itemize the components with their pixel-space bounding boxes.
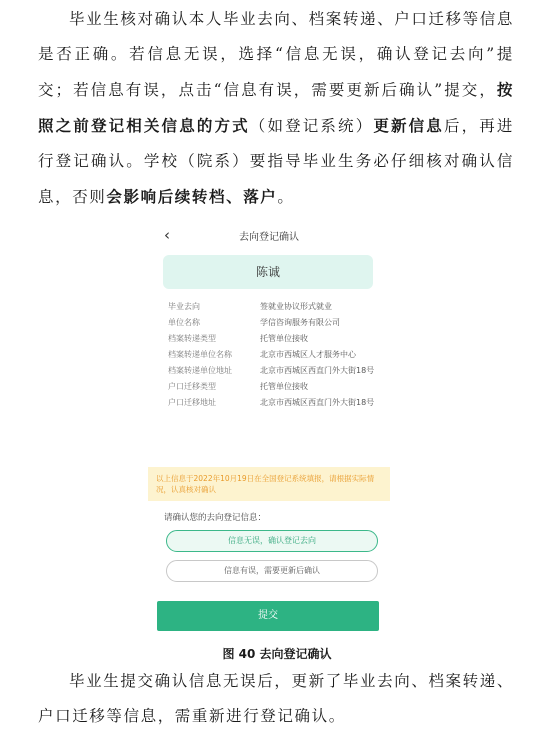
notice-banner: 以上信息于2022年10月19日在全国登记系统填报，请根据实际情况，认真核对确认 [148, 467, 390, 501]
intro-paragraph [38, 2, 514, 215]
info-row [168, 398, 378, 408]
info-row [168, 350, 378, 360]
submit-button[interactable]: 提交 [157, 601, 379, 631]
intro-text-3: 后，再进行登记确认。学校（院系）要指导毕业生务必仔细核对确认信息，否则 [38, 117, 515, 206]
info-row [168, 318, 378, 328]
intro-bold-2: 更新信息 [373, 116, 444, 135]
info-label: 毕业去向 [168, 302, 200, 311]
info-label: 档案转递单位名称 [168, 350, 232, 359]
intro-text-2: （如登记系统） [249, 117, 374, 135]
back-chevron-icon[interactable]: ‹ [164, 226, 170, 244]
info-row [168, 302, 378, 312]
info-list [168, 302, 378, 414]
intro-text-1: 毕业生核对确认本人毕业去向、档案转递、户口迁移等信息是否正确。若信息无误，选择“信息无误，确认登记去向”提交；若信息有误，点击“信息有误，需要更新后确认”提交， [38, 10, 514, 99]
info-value: 托管单位接收 [260, 334, 308, 343]
info-value: 北京市西城区西直门外大街18号 [260, 398, 375, 407]
info-value: 北京市西城区人才服务中心 [260, 350, 356, 359]
intro-bold-1: 按照之前登记相关信息的方式 [38, 80, 514, 135]
info-wrong-button[interactable]: 信息有误，需要更新后确认 [166, 560, 378, 582]
info-value: 签就业协议形式就业 [260, 302, 332, 311]
phone-screenshot [148, 222, 390, 634]
page-title: 去向登记确认 [239, 232, 299, 243]
nav-header [148, 222, 390, 250]
info-label: 档案转递单位地址 [168, 366, 232, 375]
figure-caption: 图 40 去向登记确认 [222, 647, 332, 661]
info-label: 单位名称 [168, 318, 200, 327]
info-value: 北京市西城区西直门外大街18号 [260, 366, 375, 375]
info-row [168, 334, 378, 344]
info-correct-button[interactable]: 信息无误，确认登记去向 [166, 530, 378, 552]
info-label: 户口迁移类型 [168, 382, 216, 391]
info-value: 托管单位接收 [260, 382, 308, 391]
info-label: 档案转递类型 [168, 334, 216, 343]
info-row [168, 366, 378, 376]
info-row [168, 382, 378, 392]
intro-bold-3: 会影响后续转档、落户 [106, 187, 278, 206]
info-value: 学信咨询服务有限公司 [260, 318, 340, 327]
intro-text-4: 。 [277, 188, 295, 206]
name-card: 陈诚 [163, 255, 373, 289]
outro-paragraph: 毕业生提交确认信息无误后，更新了毕业去向、档案转递、户口迁移等信息，需重新进行登记确认。 [38, 672, 514, 725]
confirm-prompt: 请确认您的去向登记信息： [164, 513, 267, 523]
info-label: 户口迁移地址 [168, 398, 216, 407]
